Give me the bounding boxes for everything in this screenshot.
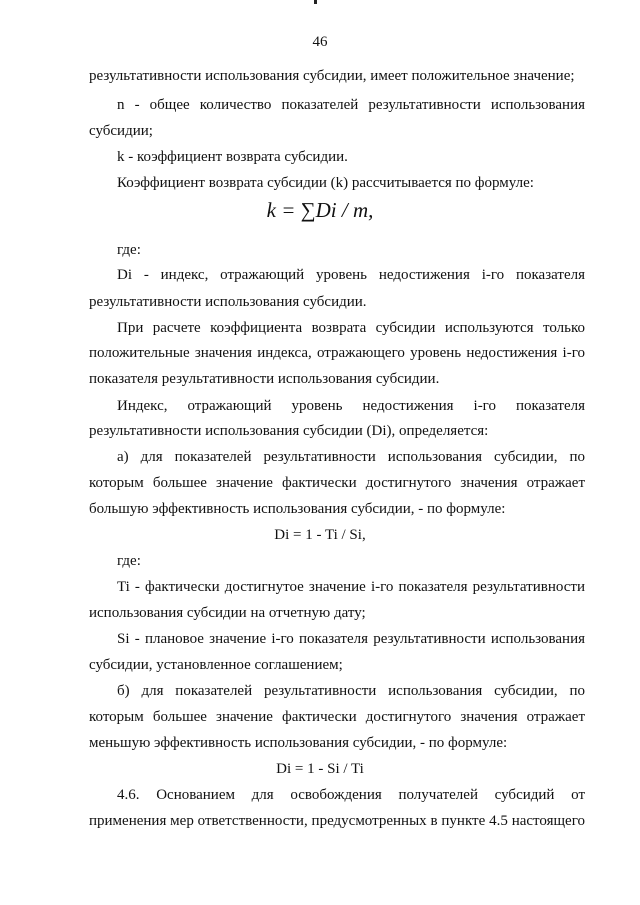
text-line-13: результативности использования субсидии (Di), определяется:	[89, 423, 489, 439]
text-line-24: меньшую эффективность использования субсидии, - по формуле:	[89, 735, 508, 751]
text-line-17: где:	[117, 553, 141, 569]
text-line-9: При расчете коэффициента возврата субсидии используются только	[117, 320, 585, 336]
text-line-21: субсидии, установленное соглашением;	[89, 657, 343, 673]
text-line-19: использования субсидии на отчетную дату;	[89, 605, 366, 621]
text-line-12: Индекс, отражающий уровень недостижения i-го показателя	[117, 398, 585, 414]
text-line-14: а) для показателей результативности использования субсидии, по	[117, 449, 585, 465]
page-number: 46	[312, 34, 328, 50]
text-line-3: субсидии;	[89, 123, 153, 139]
text-line-7: Di - индекс, отражающий уровень недостижения i-го показателя	[117, 267, 585, 283]
text-line-18: Ti - фактически достигнутое значение i-го показателя результативности	[117, 579, 585, 595]
text-line-26: применения мер ответственности, предусмотренных в пункте 4.5 настоящего	[89, 813, 585, 829]
text-line-1: результативности использования субсидии, имеет положительное значение;	[89, 68, 575, 84]
text-line-11: показателя результативности использования субсидии.	[89, 371, 440, 387]
text-line-22: б) для показателей результативности использования субсидии, по	[117, 683, 585, 699]
formula-k: k = ∑Di / m,	[266, 198, 374, 222]
text-line-25: 4.6. Основанием для освобождения получателей субсидий от	[117, 787, 585, 803]
formula-di-b: Di = 1 - Si / Ti	[276, 761, 364, 777]
formula-di-a: Di = 1 - Ti / Si,	[274, 527, 366, 543]
text-line-2: n - общее количество показателей результативности использования	[117, 97, 585, 113]
text-line-20: Si - плановое значение i-го показателя результативности использования	[117, 631, 585, 647]
text-line-4: k - коэффициент возврата субсидии.	[117, 149, 348, 165]
text-line-5: Коэффициент возврата субсидии (k) рассчитывается по формуле:	[117, 175, 534, 191]
text-line-23: которым большее значение фактически достигнутого значения отражает	[89, 709, 585, 725]
text-line-8: результативности использования субсидии.	[89, 294, 367, 310]
text-line-10: положительные значения индекса, отражающего уровень недостижения i-го	[89, 345, 585, 361]
text-line-16: большую эффективность использования субсидии, - по формуле:	[89, 501, 506, 517]
text-line-6: где:	[117, 242, 141, 258]
scan-mark	[314, 0, 317, 4]
text-line-15: которым большее значение фактически достигнутого значения отражает	[89, 475, 585, 491]
